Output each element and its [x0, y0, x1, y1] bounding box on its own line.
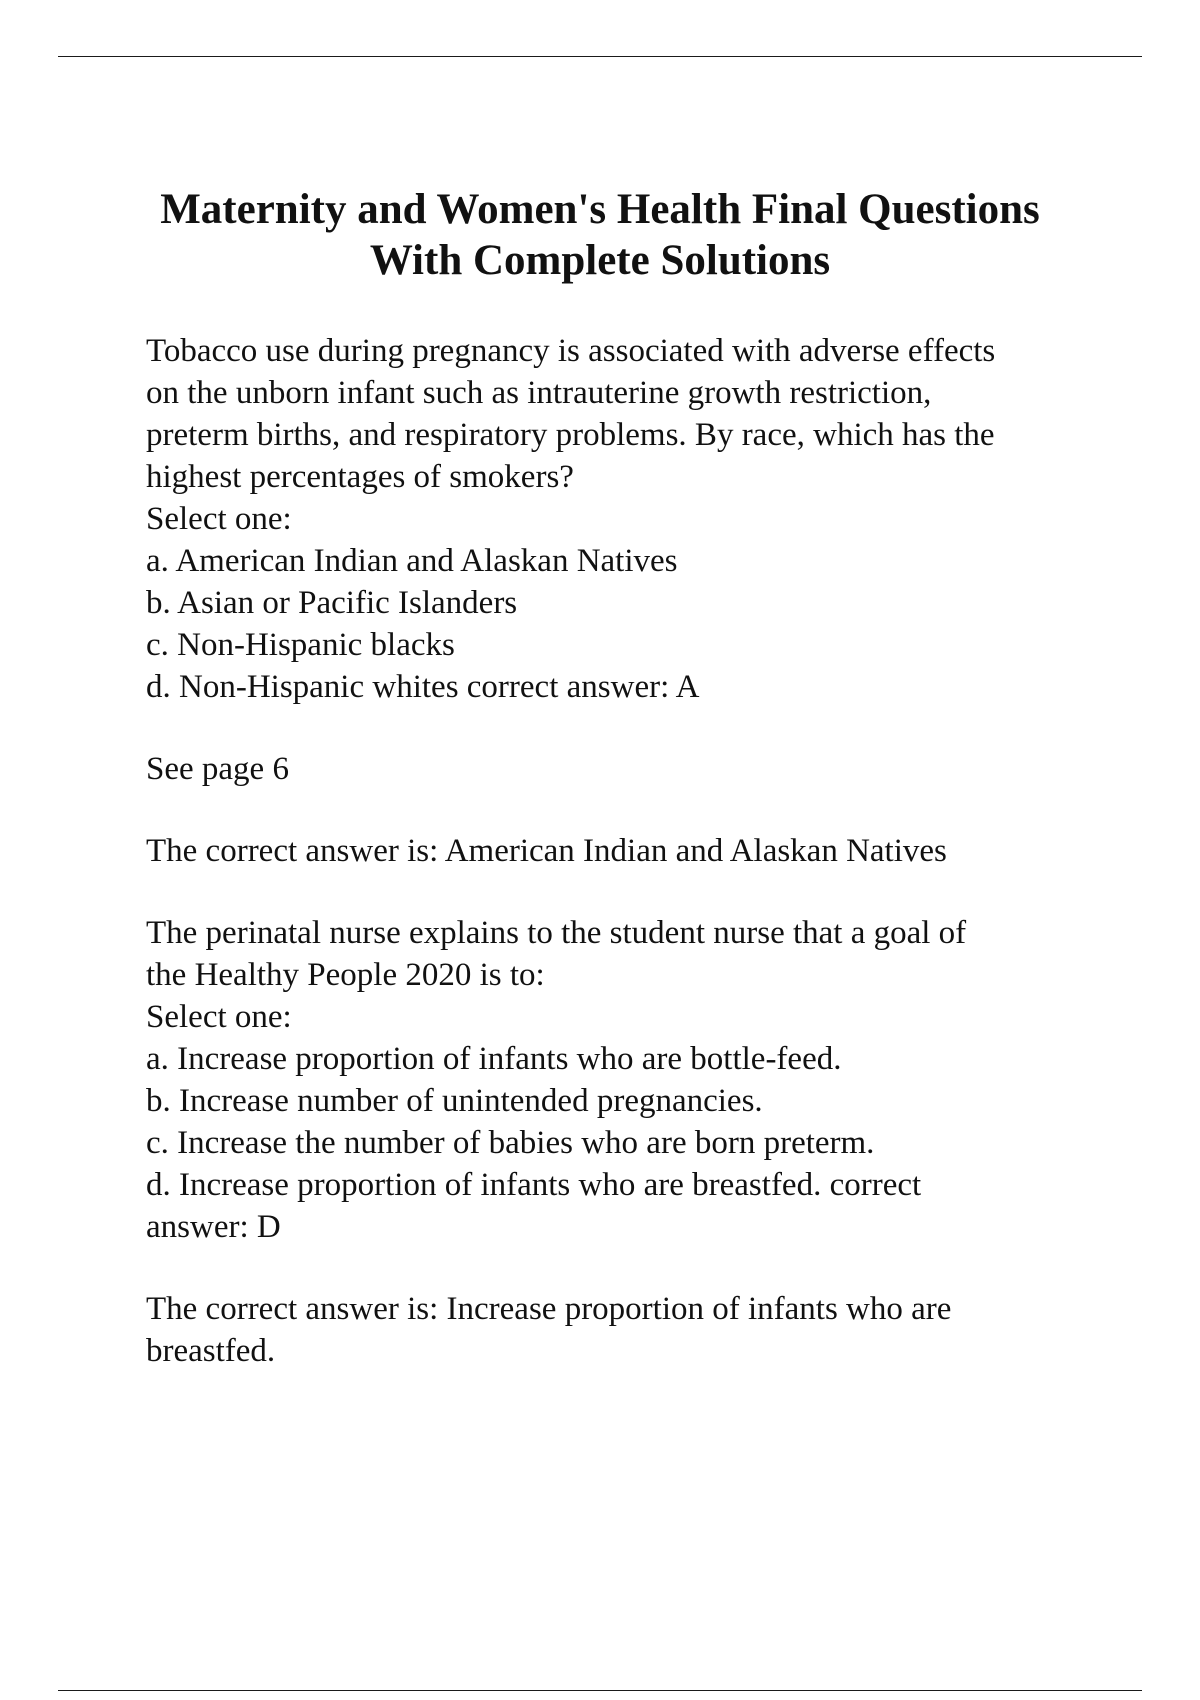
spacer [146, 790, 1106, 830]
question-2-correct-answer-line: The correct answer is: Increase proportion of infants who are [146, 1291, 952, 1327]
question-1-prompt: Select one: [146, 501, 292, 537]
question-1-option-c: c. Non-Hispanic blacks [146, 627, 455, 663]
bottom-divider [58, 1690, 1142, 1691]
page-title [58, 184, 1142, 286]
question-2-option-c: c. Increase the number of babies who are born preterm. [146, 1125, 875, 1161]
question-1-stem-line: preterm births, and respiratory problems. By race, which has the [146, 417, 995, 453]
top-divider [58, 56, 1142, 57]
question-2-option-d-continued: answer: D [146, 1209, 281, 1245]
question-1-reference: See page 6 [146, 751, 289, 787]
question-1-stem-line: Tobacco use during pregnancy is associated with adverse effects [146, 333, 996, 369]
question-2-stem-line: The perinatal nurse explains to the student nurse that a goal of [146, 915, 967, 951]
document-body [146, 330, 1106, 1372]
question-2-option-a: a. Increase proportion of infants who are bottle-feed. [146, 1041, 842, 1077]
question-2-stem-line: the Healthy People 2020 is to: [146, 957, 545, 993]
spacer [146, 872, 1106, 912]
question-2-option-b: b. Increase number of unintended pregnancies. [146, 1083, 763, 1119]
title-line-1: Maternity and Women's Health Final Questions [160, 186, 1040, 233]
question-2-prompt: Select one: [146, 999, 292, 1035]
question-1-stem-line: on the unborn infant such as intrauterine growth restriction, [146, 375, 932, 411]
question-1-option-b: b. Asian or Pacific Islanders [146, 585, 518, 621]
question-1-option-a: a. American Indian and Alaskan Natives [146, 543, 678, 579]
question-1-stem-line: highest percentages of smokers? [146, 459, 574, 495]
question-1-correct-answer: The correct answer is: American Indian and Alaskan Natives [146, 833, 947, 869]
spacer [146, 708, 1106, 748]
question-2 [146, 912, 1106, 1372]
question-2-option-d: d. Increase proportion of infants who are breastfed. correct [146, 1167, 922, 1203]
question-1 [146, 330, 1106, 872]
spacer [146, 1248, 1106, 1288]
title-line-2: With Complete Solutions [369, 237, 831, 284]
question-2-correct-answer-line: breastfed. [146, 1333, 276, 1369]
question-1-option-d: d. Non-Hispanic whites correct answer: A [146, 669, 700, 705]
